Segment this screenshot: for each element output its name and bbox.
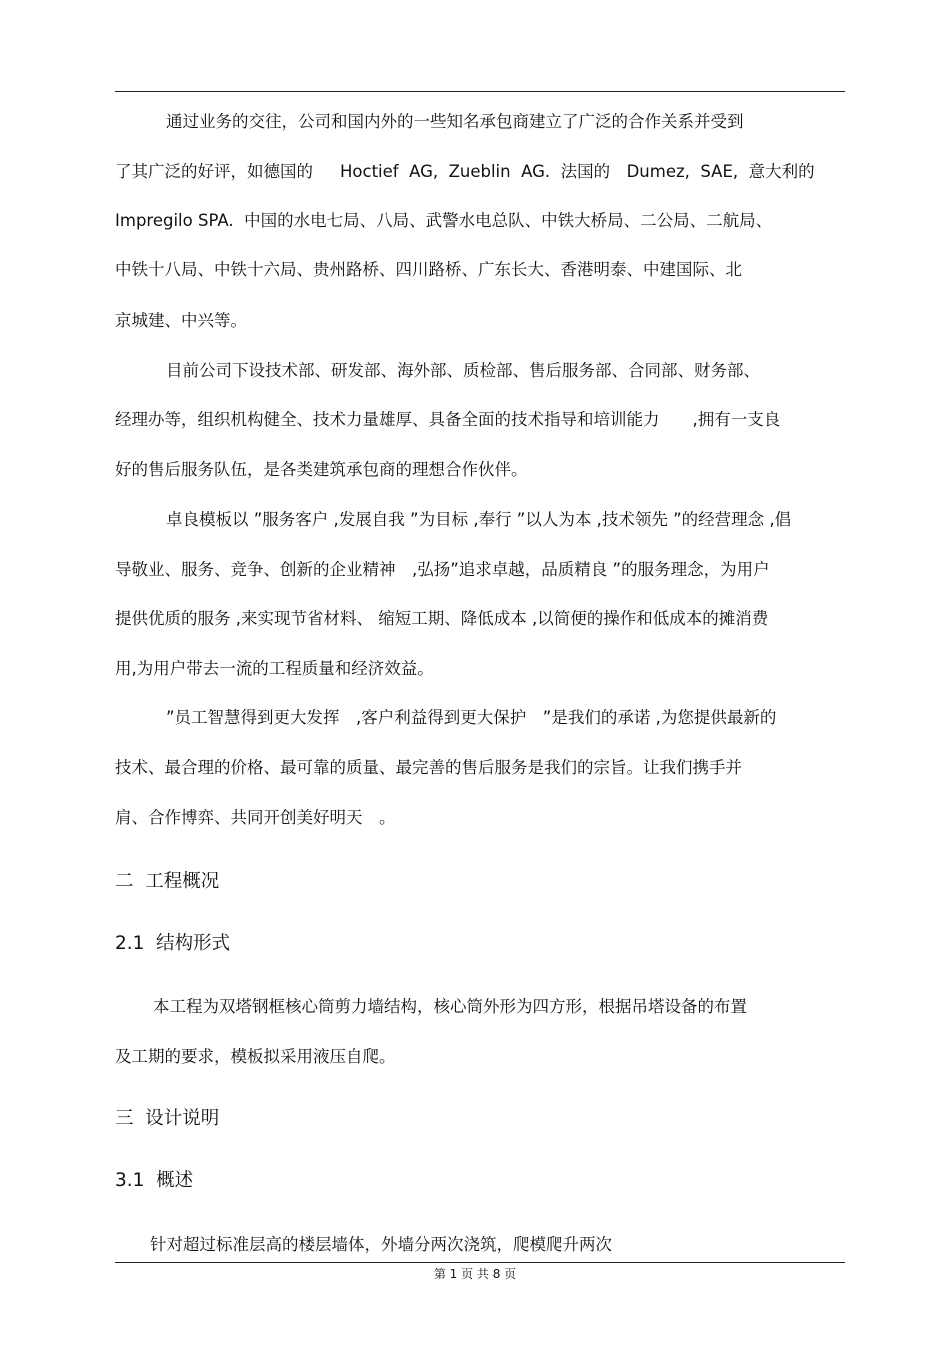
paragraph-line: 经理办等，组织机构健全、技术力量雄厚、具备全面的技术指导和培训能力 ,拥有一支良	[115, 410, 781, 429]
paragraph-line: 了其广泛的好评，如德国的 Hoctief AG, Zueblin AG. 法国的 Dumez, SAE, 意大利的	[115, 162, 815, 181]
paragraph-line: ”员工智慧得到更大发挥 ,客户利益得到更大保护 ”是我们的承诺 ,为您提供最新的	[166, 708, 777, 727]
paragraph-line: 肩、合作博弈、共同开创美好明天 。	[115, 808, 396, 827]
paragraph-line: 及工期的要求，模板拟采用液压自爬。	[115, 1047, 396, 1066]
paragraph-line: 通过业务的交往，公司和国内外的一些知名承包商建立了广泛的合作关系并受到	[166, 112, 744, 131]
page-number: 第 1 页 共 8 页	[433, 1267, 517, 1281]
paragraph-line: 京城建、中兴等。	[115, 311, 247, 330]
paragraph-line: 好的售后服务队伍，是各类建筑承包商的理想合作伙伴。	[115, 460, 528, 479]
subsection-heading: 2.1 结构形式	[115, 933, 231, 954]
paragraph-line: 目前公司下设技术部、研发部、海外部、质检部、售后服务部、合同部、财务部、	[166, 361, 760, 380]
paragraph-line: 用,为用户带去一流的工程质量和经济效益。	[115, 659, 434, 678]
paragraph-line: 提供优质的服务 ,来实现节省材料、 缩短工期、降低成本 ,以简便的操作和低成本的摊消费	[115, 609, 769, 628]
subsection-heading: 3.1 概述	[115, 1170, 194, 1191]
section-heading: 三 设计说明	[115, 1108, 220, 1129]
paragraph-line: 卓良模板以 ”服务客户 ,发展自我 ”为目标 ,奉行 ”以人为本 ,技术领先 ”的经营理念 ,倡	[166, 510, 792, 529]
footer-rule	[115, 1262, 845, 1263]
paragraph-line: 导敬业、服务、竞争、创新的企业精神 ,弘扬”追求卓越，品质精良 ”的服务理念，为用户	[115, 560, 770, 579]
paragraph-line: 本工程为双塔钢框核心筒剪力墙结构，核心筒外形为四方形，根据吊塔设备的布置	[153, 997, 747, 1016]
paragraph-line: 针对超过标准层高的楼层墙体，外墙分两次浇筑，爬模爬升两次	[150, 1235, 612, 1254]
paragraph-line: Impregilo SPA. 中国的水电七局、八局、武警水电总队、中铁大桥局、二公局、二航局、	[115, 211, 773, 230]
header-rule	[115, 91, 845, 92]
section-heading: 二 工程概况	[115, 871, 220, 892]
paragraph-line: 中铁十八局、中铁十六局、贵州路桥、四川路桥、广东长大、香港明泰、中建国际、北	[115, 260, 742, 279]
paragraph-line: 技术、最合理的价格、最可靠的质量、最完善的售后服务是我们的宗旨。让我们携手并	[115, 758, 742, 777]
